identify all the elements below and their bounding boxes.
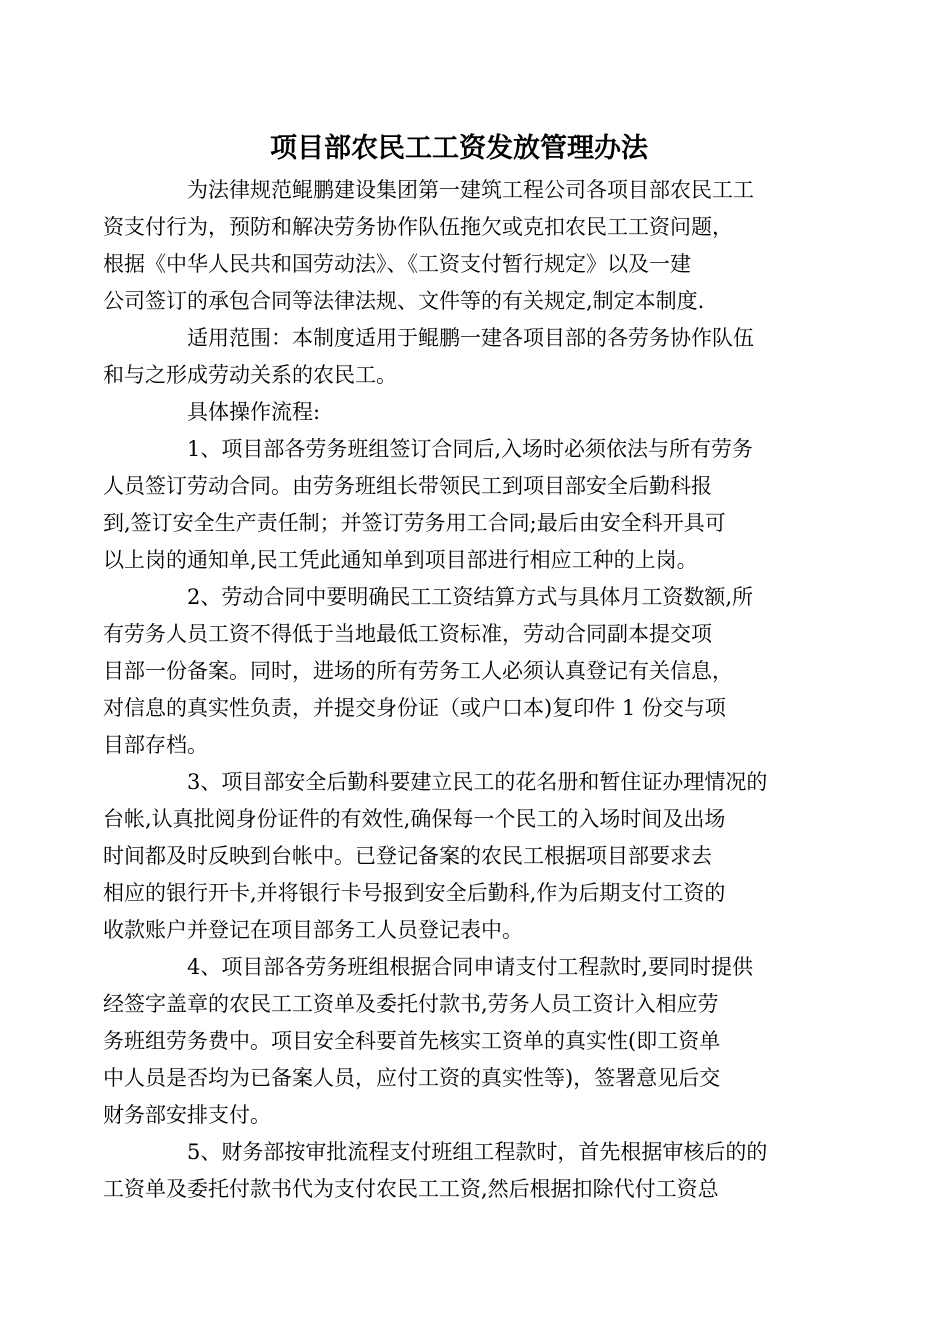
paragraph-step-4	[103, 949, 817, 1134]
text-line: 人员签订劳动合同。由劳务班组长带领民工到项目部安全后勤科报	[103, 474, 712, 498]
text-line: 相应的银行开卡,并将银行卡号报到安全后勤科,作为后期支付工资的	[103, 881, 726, 905]
text-line: 到,签订安全生产责任制；并签订劳务用工合同;最后由安全科开具可	[103, 511, 726, 535]
text-line: 以上岗的通知单,民工凭此通知单到项目部进行相应工种的上岗。	[103, 548, 698, 572]
document-title: 项目部农民工工资发放管理办法	[270, 133, 648, 164]
paragraph-scope	[103, 320, 817, 394]
text-line: 4、项目部各劳务班组根据合同申请支付工程款时,要同时提供	[187, 955, 754, 979]
paragraph-purpose	[103, 172, 817, 320]
text-line: 工资单及委托付款书代为支付农民工工资,然后根据扣除代付工资总	[103, 1177, 719, 1201]
text-line: 为法律规范鲲鹏建设集团第一建筑工程公司各项目部农民工工	[187, 178, 754, 202]
text-line: 根据《中华人民共和国劳动法》、《工资支付暂行规定》以及一建	[103, 252, 691, 276]
text-line: 务班组劳务费中。项目安全科要首先核实工资单的真实性(即工资单	[103, 1029, 721, 1053]
text-line: 资支付行为，预防和解决劳务协作队伍拖欠或克扣农民工工资问题，	[103, 215, 733, 239]
text-line: 3、项目部安全后勤科要建立民工的花名册和暂住证办理情况的	[187, 770, 768, 794]
text-line: 台帐,认真批阅身份证件的有效性,确保每一个民工的入场时间及出场	[103, 807, 726, 831]
text-line: 2、劳动合同中要明确民工工资结算方式与具体月工资数额,所	[187, 585, 754, 609]
text-line: 对信息的真实性负责，并提交身份证（或户口本)复印件 1 份交与项	[103, 696, 726, 720]
text-line: 5、财务部按审批流程支付班组工程款时，首先根据审核后的的	[187, 1140, 768, 1164]
text-line: 有劳务人员工资不得低于当地最低工资标准，劳动合同副本提交项	[103, 622, 712, 646]
paragraph-step-1	[103, 431, 817, 579]
paragraph-procedure-heading	[145, 394, 817, 431]
document-body	[103, 172, 817, 1208]
paragraph-step-5	[103, 1134, 817, 1208]
text-line: 和与之形成劳动关系的农民工。	[103, 363, 397, 387]
text-line: 适用范围：本制度适用于鲲鹏一建各项目部的各劳务协作队伍	[187, 326, 754, 350]
text-line: 中人员是否均为已备案人员，应付工资的真实性等)，签署意见后交	[103, 1066, 721, 1090]
text-line: 时间都及时反映到台帐中。已登记备案的农民工根据项目部要求去	[103, 844, 712, 868]
text-line: 1、项目部各劳务班组签订合同后,入场时必须依法与所有劳务	[187, 437, 754, 461]
text-line: 财务部安排支付。	[103, 1103, 271, 1127]
text-line: 经签字盖章的农民工工资单及委托付款书,劳务人员工资计入相应劳	[103, 992, 719, 1016]
text-line: 公司签订的承包合同等法律法规、文件等的有关规定,制定本制度.	[103, 289, 705, 313]
text-line: 具体操作流程:	[187, 400, 321, 424]
text-line: 目部存档。	[103, 733, 208, 757]
paragraph-step-2	[103, 579, 817, 764]
paragraph-step-3	[103, 764, 817, 949]
text-line: 目部一份备案。同时，进场的所有劳务工人必须认真登记有关信息，	[103, 659, 733, 683]
text-line: 收款账户并登记在项目部务工人员登记表中。	[103, 918, 523, 942]
